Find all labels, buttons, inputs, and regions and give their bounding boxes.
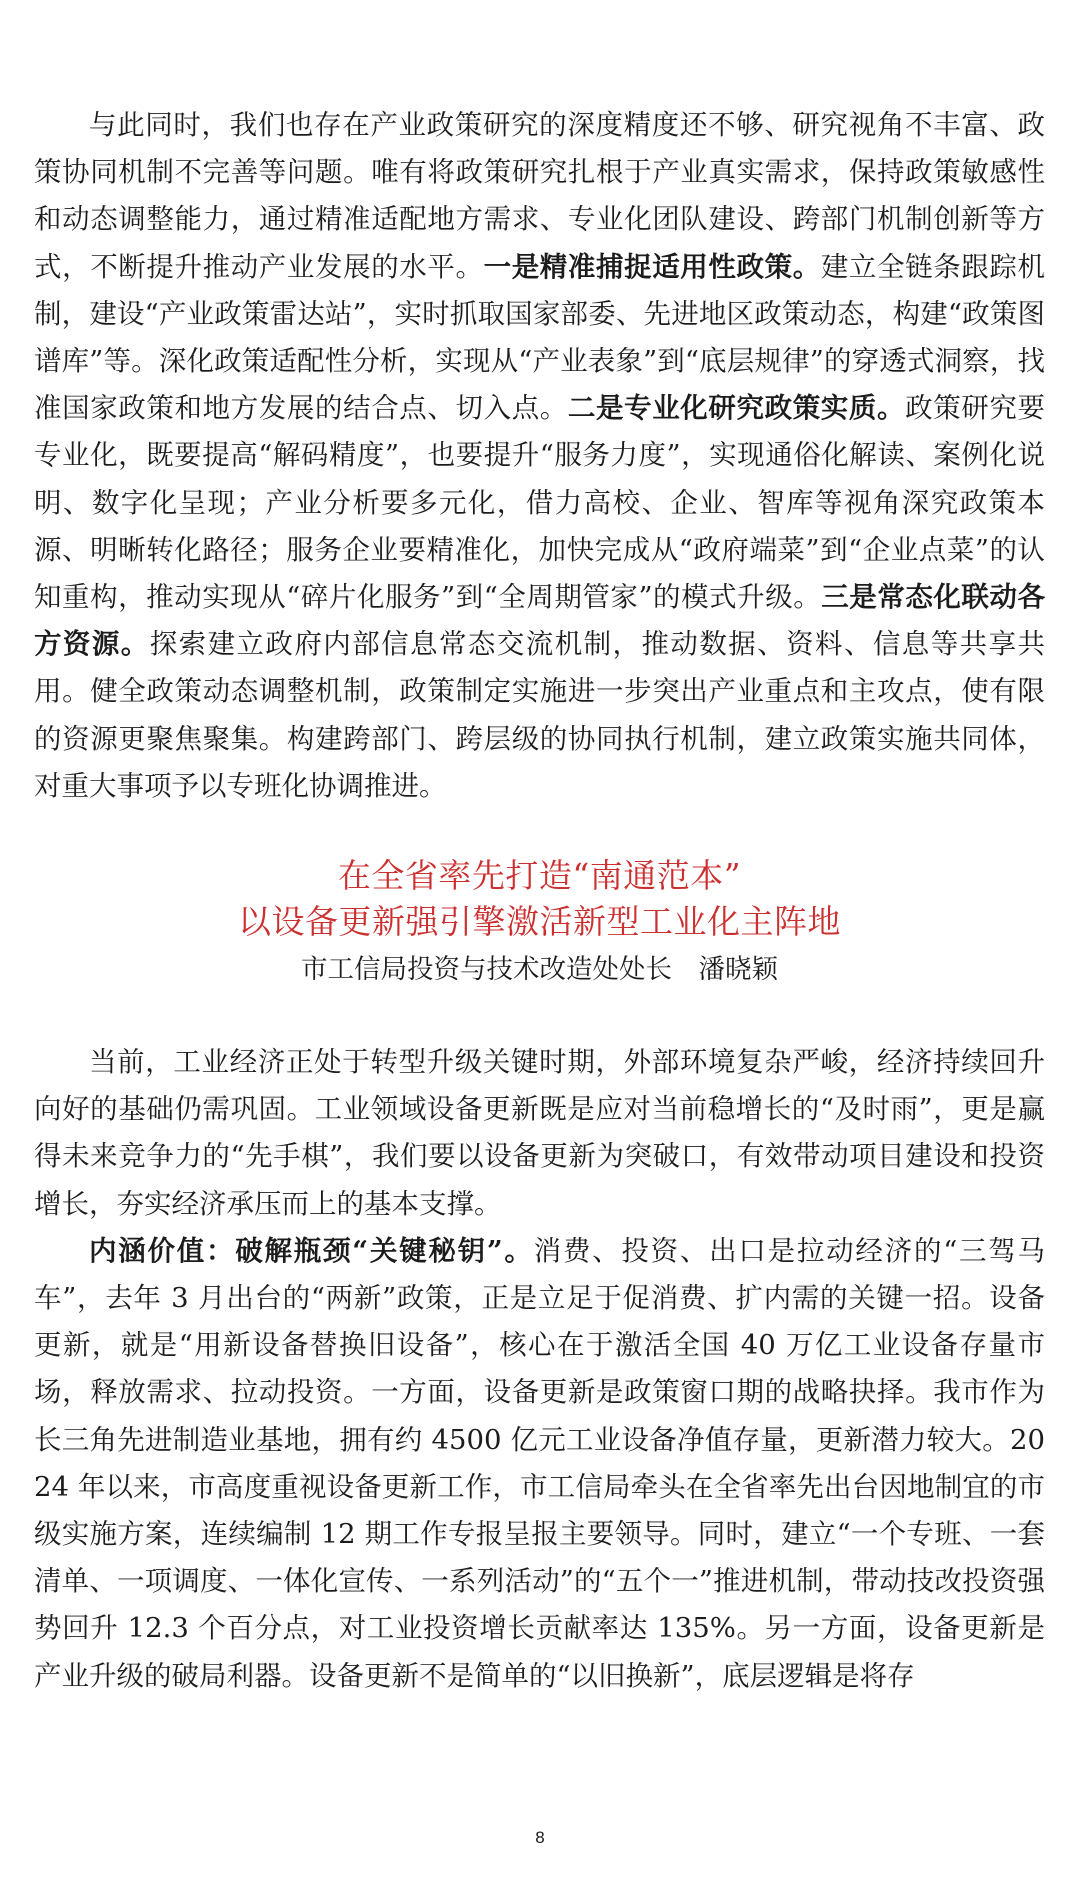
article-heading [34, 853, 1045, 993]
bold-point-three: 三是常态化联动各方资源。 [34, 581, 1046, 661]
policy-research-paragraph [34, 102, 1045, 810]
paragraph-text: 建立全链条跟踪机制，建设“产业政策雷达站”，实时抓取国家部委、先进地区政策动态，构建“政策图谱库”等。深化政策适配性分析，实现从“产业表象”到“底层规律”的穿透式洞察，找准国家政策和地方发展的结合点、切入点。 [34, 250, 1046, 425]
bold-point-two: 二是专业化研究政策实质。 [567, 392, 906, 425]
article-title-line-1: 在全省率先打造“南通范本” [337, 856, 742, 896]
article-byline: 市工信局投资与技术改造处处长 潘晓颖 [301, 954, 778, 986]
paragraph-text: 消费、投资、出口是拉动经济的“三驾马车”，去年 3 月出台的“两新”政策，正是立足于促消费、扩内需的关键一招。设备更新，就是“用新设备替换旧设备”，核心在于激活全国 40 万亿工业设备存量市场，释放需求、拉动投资。一方面，设备更新是政策窗口期的战略抉择。我市作为长三角先进制造业基地，拥有约 4500 亿元工业设备净值存量，更新潜力较大。2024 年以来，市高度重视设备更新工作，市工信局牵头在全省率先出台因地制宜的市级实施方案，连续编制 12 期工作专报呈报主要领导。同时，建立“一个专班、一套清单、一项调度、一体化宣传、一系列活动”的“五个一”推进机制，带动技改投资强势回升 12.3 个百分点，对工业投资增长贡献率达 135%。另一方面，设备更新是产业升级的破局利器。设备更新不是简单的“以旧换新”，底层逻辑是将存 [34, 1234, 1046, 1692]
paragraph-text: 政策研究要专业化，既要提高“解码精度”，也要提升“服务力度”，实现通俗化解读、案例化说明、数字化呈现；产业分析要多元化，借力高校、企业、智库等视角深究政策本源、明晰转化路径；服务企业要精准化，加快完成从“政府端菜”到“企业点菜”的认知重构，推动实现从“碎片化服务”到“全周期管家”的模式升级。 [34, 392, 1046, 614]
page-number: 8 [535, 1828, 545, 1847]
paragraph-text: 探索建立政府内部信息常态交流机制，推动数据、资料、信息等共享共用。健全政策动态调整机制，政策制定实施进一步突出产业重点和主攻点，使有限的资源更聚焦聚集。构建跨部门、跨层级的协同执行机制，建立政策实施共同体，对重大事项予以专班化协调推进。 [34, 628, 1046, 802]
bold-section-heading: 内涵价值：破解瓶颈“关键秘钥”。 [89, 1234, 534, 1267]
bold-point-one: 一是精准捕捉适用性政策。 [483, 250, 821, 283]
article-intro-paragraph: 当前，工业经济正处于转型升级关键时期，外部环境复杂严峻，经济持续回升向好的基础仍需巩固。工业领域设备更新既是应对当前稳增长的“及时雨”，更是赢得未来竞争力的“先手棋”，我们要以设备更新为突破口，有效带动项目建设和投资增长，夯实经济承压而上的基本支撑。 [34, 1046, 1045, 1220]
paragraph-text: 与此同时，我们也存在产业政策研究的深度精度还不够、研究视角不丰富、政策协同机制不完善等问题。唯有将政策研究扎根于产业真实需求，保持政策敏感性和动态调整能力，通过精准适配地方需求、专业化团队建设、跨部门机制创新等方式，不断提升推动产业发展的水平。 [34, 109, 1045, 283]
article-title-line-2: 以设备更新强引擎激活新型工业化主阵地 [238, 902, 841, 942]
spacer [34, 993, 1045, 1039]
article-value-paragraph [34, 1228, 1045, 1700]
